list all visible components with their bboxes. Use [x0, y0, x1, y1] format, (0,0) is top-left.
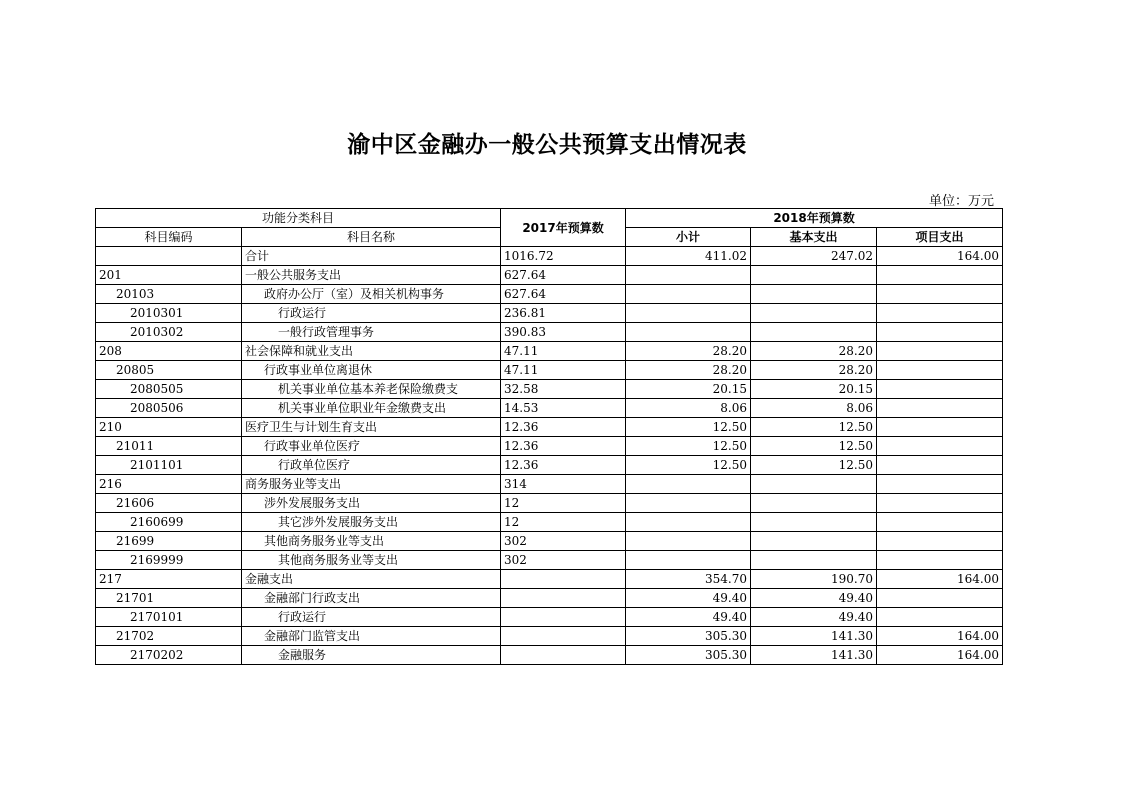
- cell-name: 行政运行: [242, 304, 501, 323]
- cell-budget-2017: 47.11: [501, 342, 626, 361]
- cell-basic: 20.15: [751, 380, 877, 399]
- cell-budget-2017: 12: [501, 494, 626, 513]
- cell-project: [877, 361, 1003, 380]
- table-row: [96, 437, 1003, 456]
- cell-subtotal: 305.30: [626, 646, 751, 665]
- cell-budget-2017: [501, 608, 626, 627]
- cell-budget-2017: 12.36: [501, 456, 626, 475]
- cell-name: 金融部门行政支出: [242, 589, 501, 608]
- cell-budget-2017: 12.36: [501, 437, 626, 456]
- header-code: 科目编码: [96, 228, 242, 247]
- cell-code: 208: [96, 342, 242, 361]
- cell-basic: 49.40: [751, 608, 877, 627]
- cell-basic: [751, 323, 877, 342]
- cell-subtotal: [626, 475, 751, 494]
- table-row: [96, 627, 1003, 646]
- cell-basic: [751, 266, 877, 285]
- header-subtotal: 小计: [626, 228, 751, 247]
- cell-code: 2010302: [96, 323, 242, 342]
- cell-name: 行政事业单位医疗: [242, 437, 501, 456]
- table-body: [96, 247, 1003, 665]
- cell-budget-2017: 314: [501, 475, 626, 494]
- cell-basic: 8.06: [751, 399, 877, 418]
- cell-name: 金融服务: [242, 646, 501, 665]
- cell-project: 164.00: [877, 570, 1003, 589]
- table-row: [96, 361, 1003, 380]
- cell-budget-2017: [501, 570, 626, 589]
- table-row: [96, 285, 1003, 304]
- header-name: 科目名称: [242, 228, 501, 247]
- cell-budget-2017: 14.53: [501, 399, 626, 418]
- cell-project: [877, 437, 1003, 456]
- cell-basic: [751, 285, 877, 304]
- cell-project: 164.00: [877, 247, 1003, 266]
- cell-budget-2017: 302: [501, 532, 626, 551]
- cell-project: [877, 323, 1003, 342]
- cell-subtotal: 12.50: [626, 437, 751, 456]
- cell-project: [877, 285, 1003, 304]
- cell-code: 21701: [96, 589, 242, 608]
- cell-code: 210: [96, 418, 242, 437]
- cell-project: [877, 266, 1003, 285]
- cell-subtotal: [626, 551, 751, 570]
- cell-subtotal: 28.20: [626, 342, 751, 361]
- cell-code: 217: [96, 570, 242, 589]
- cell-name: 社会保障和就业支出: [242, 342, 501, 361]
- table-row: [96, 418, 1003, 437]
- cell-code: 2010301: [96, 304, 242, 323]
- cell-subtotal: 12.50: [626, 418, 751, 437]
- cell-name: 金融部门监管支出: [242, 627, 501, 646]
- table-row: [96, 589, 1003, 608]
- cell-code: 20805: [96, 361, 242, 380]
- cell-subtotal: [626, 532, 751, 551]
- cell-name: 政府办公厅（室）及相关机构事务: [242, 285, 501, 304]
- table-row: [96, 342, 1003, 361]
- cell-basic: [751, 494, 877, 513]
- cell-code: 2170101: [96, 608, 242, 627]
- cell-budget-2017: 32.58: [501, 380, 626, 399]
- cell-basic: 12.50: [751, 418, 877, 437]
- cell-code: 2169999: [96, 551, 242, 570]
- cell-basic: 49.40: [751, 589, 877, 608]
- cell-name: 行政运行: [242, 608, 501, 627]
- cell-code: 201: [96, 266, 242, 285]
- cell-basic: 190.70: [751, 570, 877, 589]
- cell-project: [877, 399, 1003, 418]
- cell-basic: 141.30: [751, 646, 877, 665]
- cell-project: [877, 456, 1003, 475]
- cell-project: [877, 304, 1003, 323]
- table-row: [96, 608, 1003, 627]
- cell-subtotal: [626, 513, 751, 532]
- cell-subtotal: 305.30: [626, 627, 751, 646]
- cell-budget-2017: 236.81: [501, 304, 626, 323]
- cell-subtotal: 20.15: [626, 380, 751, 399]
- table-row: [96, 247, 1003, 266]
- cell-subtotal: 49.40: [626, 589, 751, 608]
- cell-name: 医疗卫生与计划生育支出: [242, 418, 501, 437]
- table-row: [96, 380, 1003, 399]
- cell-project: [877, 418, 1003, 437]
- cell-name: 行政单位医疗: [242, 456, 501, 475]
- cell-code: 2101101: [96, 456, 242, 475]
- cell-budget-2017: 627.64: [501, 285, 626, 304]
- table-row: [96, 570, 1003, 589]
- cell-project: [877, 589, 1003, 608]
- header-budget-2018: 2018年预算数: [626, 209, 1003, 228]
- cell-basic: 28.20: [751, 342, 877, 361]
- header-project: 项目支出: [877, 228, 1003, 247]
- cell-budget-2017: 12.36: [501, 418, 626, 437]
- cell-name: 一般行政管理事务: [242, 323, 501, 342]
- table-row: [96, 323, 1003, 342]
- cell-subtotal: 49.40: [626, 608, 751, 627]
- cell-basic: 28.20: [751, 361, 877, 380]
- unit-label: 单位：万元: [928, 194, 994, 209]
- cell-name: 其他商务服务业等支出: [242, 551, 501, 570]
- table-row: [96, 475, 1003, 494]
- cell-budget-2017: 47.11: [501, 361, 626, 380]
- cell-basic: [751, 475, 877, 494]
- cell-budget-2017: 302: [501, 551, 626, 570]
- cell-subtotal: 8.06: [626, 399, 751, 418]
- cell-name: 机关事业单位基本养老保险缴费支: [242, 380, 501, 399]
- table-row: [96, 456, 1003, 475]
- cell-basic: 12.50: [751, 437, 877, 456]
- cell-basic: [751, 513, 877, 532]
- table-row: [96, 399, 1003, 418]
- cell-subtotal: 12.50: [626, 456, 751, 475]
- cell-basic: 247.02: [751, 247, 877, 266]
- cell-project: [877, 608, 1003, 627]
- cell-code: 21699: [96, 532, 242, 551]
- cell-project: 164.00: [877, 646, 1003, 665]
- page-title: 渝中区金融办一般公共预算支出情况表: [347, 132, 747, 158]
- cell-subtotal: [626, 266, 751, 285]
- cell-code: [96, 247, 242, 266]
- cell-basic: [751, 551, 877, 570]
- cell-budget-2017: [501, 589, 626, 608]
- cell-basic: [751, 304, 877, 323]
- cell-project: [877, 513, 1003, 532]
- cell-project: [877, 475, 1003, 494]
- cell-name: 行政事业单位离退休: [242, 361, 501, 380]
- cell-budget-2017: 1016.72: [501, 247, 626, 266]
- cell-budget-2017: 12: [501, 513, 626, 532]
- cell-basic: [751, 532, 877, 551]
- cell-budget-2017: [501, 627, 626, 646]
- cell-code: 2080506: [96, 399, 242, 418]
- cell-name: 合计: [242, 247, 501, 266]
- cell-subtotal: [626, 304, 751, 323]
- cell-project: [877, 551, 1003, 570]
- cell-code: 21606: [96, 494, 242, 513]
- cell-subtotal: [626, 323, 751, 342]
- table-row: [96, 532, 1003, 551]
- cell-budget-2017: 627.64: [501, 266, 626, 285]
- cell-subtotal: [626, 285, 751, 304]
- cell-code: 20103: [96, 285, 242, 304]
- cell-project: [877, 532, 1003, 551]
- table-row: [96, 266, 1003, 285]
- cell-budget-2017: 390.83: [501, 323, 626, 342]
- header-budget-2017: 2017年预算数: [501, 209, 626, 247]
- cell-name: 其它涉外发展服务支出: [242, 513, 501, 532]
- cell-project: [877, 494, 1003, 513]
- cell-code: 2160699: [96, 513, 242, 532]
- cell-basic: 12.50: [751, 456, 877, 475]
- cell-name: 机关事业单位职业年金缴费支出: [242, 399, 501, 418]
- cell-budget-2017: [501, 646, 626, 665]
- cell-subtotal: 354.70: [626, 570, 751, 589]
- table-row: [96, 551, 1003, 570]
- cell-code: 21702: [96, 627, 242, 646]
- cell-project: 164.00: [877, 627, 1003, 646]
- cell-code: 2080505: [96, 380, 242, 399]
- header-func-group: 功能分类科目: [96, 209, 501, 228]
- cell-code: 216: [96, 475, 242, 494]
- cell-subtotal: [626, 494, 751, 513]
- cell-name: 商务服务业等支出: [242, 475, 501, 494]
- cell-name: 涉外发展服务支出: [242, 494, 501, 513]
- cell-code: 21011: [96, 437, 242, 456]
- cell-subtotal: 411.02: [626, 247, 751, 266]
- cell-subtotal: 28.20: [626, 361, 751, 380]
- table-row: [96, 513, 1003, 532]
- table-row: [96, 304, 1003, 323]
- cell-name: 一般公共服务支出: [242, 266, 501, 285]
- cell-project: [877, 380, 1003, 399]
- cell-code: 2170202: [96, 646, 242, 665]
- budget-table: [95, 208, 1003, 665]
- cell-name: 其他商务服务业等支出: [242, 532, 501, 551]
- table-row: [96, 494, 1003, 513]
- cell-project: [877, 342, 1003, 361]
- cell-name: 金融支出: [242, 570, 501, 589]
- cell-basic: 141.30: [751, 627, 877, 646]
- header-basic: 基本支出: [751, 228, 877, 247]
- table-row: [96, 646, 1003, 665]
